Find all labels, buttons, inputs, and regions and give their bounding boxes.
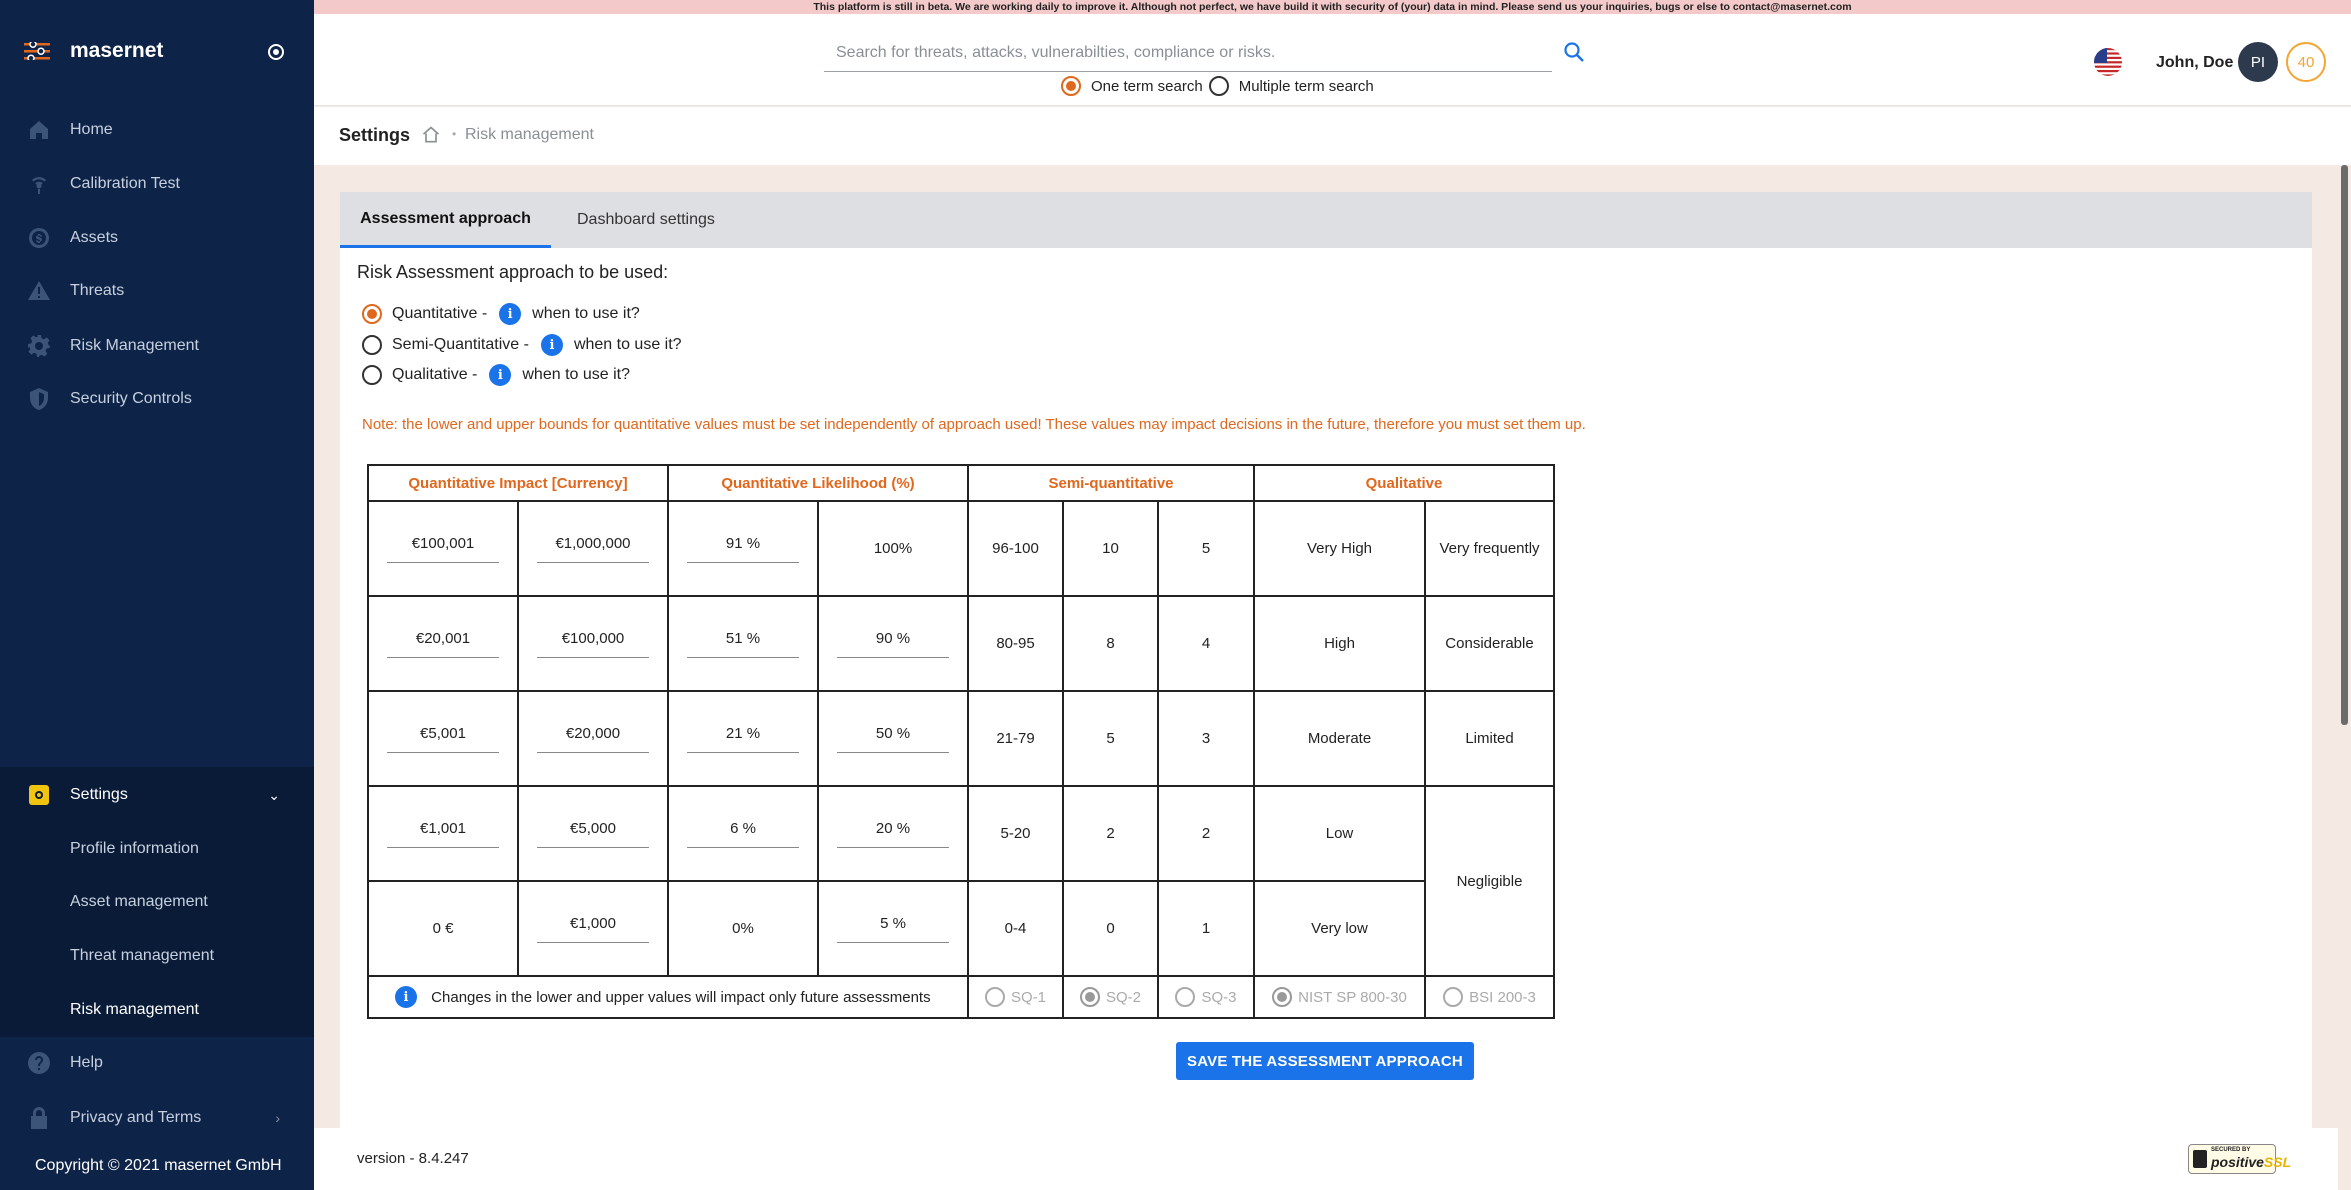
coin-icon — [26, 225, 52, 251]
breadcrumb-separator: • — [452, 127, 457, 141]
table-row — [368, 501, 1554, 596]
footer-note: Changes in the lower and upper values will impact only future assessments — [431, 988, 931, 1006]
approach-label: Semi-Quantitative - — [392, 336, 529, 353]
approach-option-semi-quantitative[interactable] — [362, 334, 682, 356]
approach-hint[interactable]: when to use it? — [573, 336, 682, 353]
impact-upper-field[interactable]: €20,000 — [537, 725, 649, 753]
sidebar-item-assets[interactable] — [0, 216, 314, 260]
header-semi-quantitative: Semi-quantitative — [968, 465, 1254, 501]
multiple-term-radio[interactable] — [1209, 76, 1229, 96]
quantitative-radio[interactable] — [362, 304, 382, 324]
scale-option-bsi[interactable]: BSI 200-3 — [1426, 987, 1553, 1007]
broadcast-icon — [26, 171, 52, 197]
qualitative-impact: High — [1254, 596, 1425, 691]
qualitative-likelihood: Negligible — [1425, 786, 1554, 976]
home-icon — [26, 117, 52, 143]
sidebar-item-label: Assets — [70, 229, 119, 246]
footer — [314, 1128, 2338, 1190]
likelihood-upper-field[interactable]: 20 % — [837, 820, 949, 848]
sidebar-item-label: Home — [70, 121, 113, 138]
impact-upper-field[interactable]: €5,000 — [537, 820, 649, 848]
qualitative-impact: Very High — [1254, 501, 1425, 596]
info-icon[interactable]: i — [489, 364, 511, 386]
sidebar-item-home[interactable] — [0, 108, 314, 152]
breadcrumb — [314, 107, 2351, 165]
top-header — [314, 14, 2351, 106]
sidebar-item-risk-management[interactable] — [0, 324, 314, 368]
impact-lower-field[interactable]: €100,001 — [387, 535, 499, 563]
sidebar-item-label: Help — [70, 1054, 103, 1071]
page-title: Settings — [339, 125, 411, 145]
sidebar-item-label: Settings — [70, 786, 128, 803]
info-icon[interactable]: i — [395, 986, 417, 1008]
scale-option-sq3[interactable]: SQ-3 — [1159, 987, 1253, 1007]
likelihood-lower-field[interactable]: 6 % — [687, 820, 799, 848]
semi-range: 21-79 — [968, 691, 1063, 786]
search-input[interactable] — [824, 38, 1552, 68]
semi-range: 96-100 — [968, 501, 1063, 596]
chevron-right-icon: › — [275, 1110, 280, 1126]
lock-icon — [26, 1105, 52, 1131]
sidebar — [0, 0, 314, 1190]
sidebar-item-security-controls[interactable] — [0, 377, 314, 421]
search-mode-group — [1061, 76, 1374, 96]
save-assessment-approach-button[interactable]: SAVE THE ASSESSMENT APPROACH — [1176, 1042, 1474, 1080]
multiple-term-label: Multiple term search — [1238, 77, 1374, 95]
sidebar-toggle-icon[interactable] — [268, 44, 284, 60]
sidebar-item-calibration-test[interactable] — [0, 162, 314, 206]
sidebar-item-label: Privacy and Terms — [70, 1109, 202, 1126]
copyright: Copyright © 2021 masernet GmbH — [35, 1157, 282, 1174]
semi-value-a: 5 — [1063, 691, 1158, 786]
search-icon[interactable] — [1562, 40, 1586, 64]
likelihood-upper-value: 100% — [818, 501, 968, 596]
approach-option-quantitative[interactable] — [362, 303, 640, 325]
chevron-down-icon: ⌄ — [268, 786, 280, 803]
tab-dashboard-settings[interactable]: Dashboard settings — [577, 211, 715, 228]
help-icon — [26, 1050, 52, 1076]
qualitative-impact: Low — [1254, 786, 1425, 881]
likelihood-lower-field[interactable]: 91 % — [687, 535, 799, 563]
impact-lower-field[interactable]: €20,001 — [387, 630, 499, 658]
gear-icon — [26, 333, 52, 359]
sidebar-item-label: Threats — [70, 282, 125, 299]
qualitative-likelihood: Very frequently — [1425, 501, 1554, 596]
settings-card — [340, 192, 2312, 1128]
qualitative-likelihood: Limited — [1425, 691, 1554, 786]
avatar[interactable]: PI — [2238, 42, 2278, 82]
risk-matrix — [367, 464, 1555, 1019]
approach-option-qualitative[interactable] — [362, 364, 630, 386]
sidebar-subitem-threat-management[interactable]: Threat management — [70, 947, 215, 964]
likelihood-upper-field[interactable]: 50 % — [837, 725, 949, 753]
warning-icon — [26, 278, 52, 304]
likelihood-upper-field[interactable]: 90 % — [837, 630, 949, 658]
semi-value-b: 4 — [1158, 596, 1254, 691]
semi-value-b: 2 — [1158, 786, 1254, 881]
semi-value-a: 10 — [1063, 501, 1158, 596]
scrollbar[interactable] — [2338, 165, 2351, 1125]
bounds-note: Note: the lower and upper bounds for quantitative values must be set independently of approach used! These values may impact decisions in the future, therefore you must set them up. — [362, 416, 1586, 433]
header-qualitative: Qualitative — [1254, 465, 1554, 501]
approach-label: Qualitative - — [392, 366, 478, 383]
sidebar-item-privacy-and-terms[interactable] — [0, 1096, 314, 1140]
settings-icon — [26, 782, 52, 808]
approach-label: Quantitative - — [392, 305, 488, 322]
semi-range: 80-95 — [968, 596, 1063, 691]
table-row — [368, 691, 1554, 786]
version-label: version - 8.4.247 — [357, 1150, 469, 1167]
semi-quantitative-radio[interactable] — [362, 335, 382, 355]
semi-range: 5-20 — [968, 786, 1063, 881]
sidebar-item-threats[interactable] — [0, 269, 314, 313]
semi-value-b: 1 — [1158, 881, 1254, 976]
impact-upper-field[interactable]: €100,000 — [537, 630, 649, 658]
sidebar-item-help[interactable] — [0, 1041, 314, 1085]
sidebar-subitem-risk-management[interactable]: Risk management — [70, 1001, 199, 1018]
approach-hint[interactable]: when to use it? — [532, 305, 640, 322]
qualitative-impact: Moderate — [1254, 691, 1425, 786]
sidebar-subitem-asset-management[interactable]: Asset management — [70, 893, 208, 910]
scale-option-sq2[interactable]: SQ-2 — [1064, 987, 1157, 1007]
sidebar-item-label: Calibration Test — [70, 175, 180, 192]
shield-icon — [26, 386, 52, 412]
semi-value-a: 0 — [1063, 881, 1158, 976]
positive-ssl-badge[interactable] — [2188, 1144, 2292, 1174]
info-icon[interactable]: i — [499, 303, 521, 325]
table-row — [368, 786, 1554, 881]
semi-value-a: 8 — [1063, 596, 1158, 691]
table-row — [368, 881, 1554, 976]
breadcrumb-current: Risk management — [465, 126, 594, 143]
one-term-label: One term search — [1091, 77, 1203, 95]
impact-lower-value: 0 € — [368, 881, 518, 976]
impact-lower-field[interactable]: €5,001 — [387, 725, 499, 753]
semi-value-b: 5 — [1158, 501, 1254, 596]
sidebar-item-label: Risk Management — [70, 337, 199, 354]
semi-value-a: 2 — [1063, 786, 1158, 881]
app-name: masernet — [70, 39, 164, 62]
brand[interactable] — [24, 36, 163, 66]
approach-hint[interactable]: when to use it? — [522, 366, 630, 383]
sidebar-item-settings[interactable] — [0, 773, 314, 817]
menu-icon[interactable] — [24, 42, 50, 60]
ssl-brand: positiveSSL — [2211, 1154, 2292, 1170]
likelihood-lower-field[interactable]: 51 % — [687, 630, 799, 658]
impact-lower-field[interactable]: €1,001 — [387, 820, 499, 848]
impact-upper-field[interactable]: €1,000,000 — [537, 535, 649, 563]
likelihood-lower-value: 0% — [668, 881, 818, 976]
likelihood-lower-field[interactable]: 21 % — [687, 725, 799, 753]
user-name[interactable]: John, Doe — [2156, 54, 2234, 71]
score-badge[interactable]: 40 — [2286, 42, 2326, 82]
header-quantitative-likelihood: Quantitative Likelihood (%) — [668, 465, 968, 501]
ssl-secured-by: SECURED BY — [2211, 1147, 2251, 1153]
scrollbar-thumb[interactable] — [2341, 165, 2348, 725]
beta-banner: This platform is still in beta. We are working daily to improve it. Although not perfect, we have build it with security of (your) data in mind. Please send us your inquiries, bugs or else to contact@masernet.com — [314, 0, 2351, 14]
approach-title: Risk Assessment approach to be used: — [357, 262, 669, 282]
search-bar — [824, 38, 1552, 72]
tab-assessment-approach[interactable]: Assessment approach — [340, 192, 551, 248]
one-term-radio[interactable] — [1061, 76, 1081, 96]
table-footer-row — [368, 976, 1554, 1018]
scale-option-sq1[interactable]: SQ-1 — [969, 987, 1062, 1007]
likelihood-upper-field[interactable]: 5 % — [837, 915, 949, 943]
semi-range: 0-4 — [968, 881, 1063, 976]
sidebar-subitem-profile-information[interactable]: Profile information — [70, 840, 199, 857]
sidebar-item-label: Security Controls — [70, 390, 192, 407]
us-flag-icon[interactable] — [2094, 48, 2122, 76]
qualitative-likelihood: Considerable — [1425, 596, 1554, 691]
qualitative-impact: Very low — [1254, 881, 1425, 976]
lock-icon — [2193, 1150, 2207, 1168]
qualitative-radio[interactable] — [362, 365, 382, 385]
semi-value-b: 3 — [1158, 691, 1254, 786]
home-icon[interactable] — [421, 125, 441, 145]
table-row — [368, 596, 1554, 691]
tab-bar — [340, 192, 2312, 248]
header-quantitative-impact: Quantitative Impact [Currency] — [368, 465, 668, 501]
info-icon[interactable]: i — [541, 334, 563, 356]
impact-upper-field[interactable]: €1,000 — [537, 915, 649, 943]
scale-option-nist[interactable]: NIST SP 800-30 — [1255, 987, 1424, 1007]
